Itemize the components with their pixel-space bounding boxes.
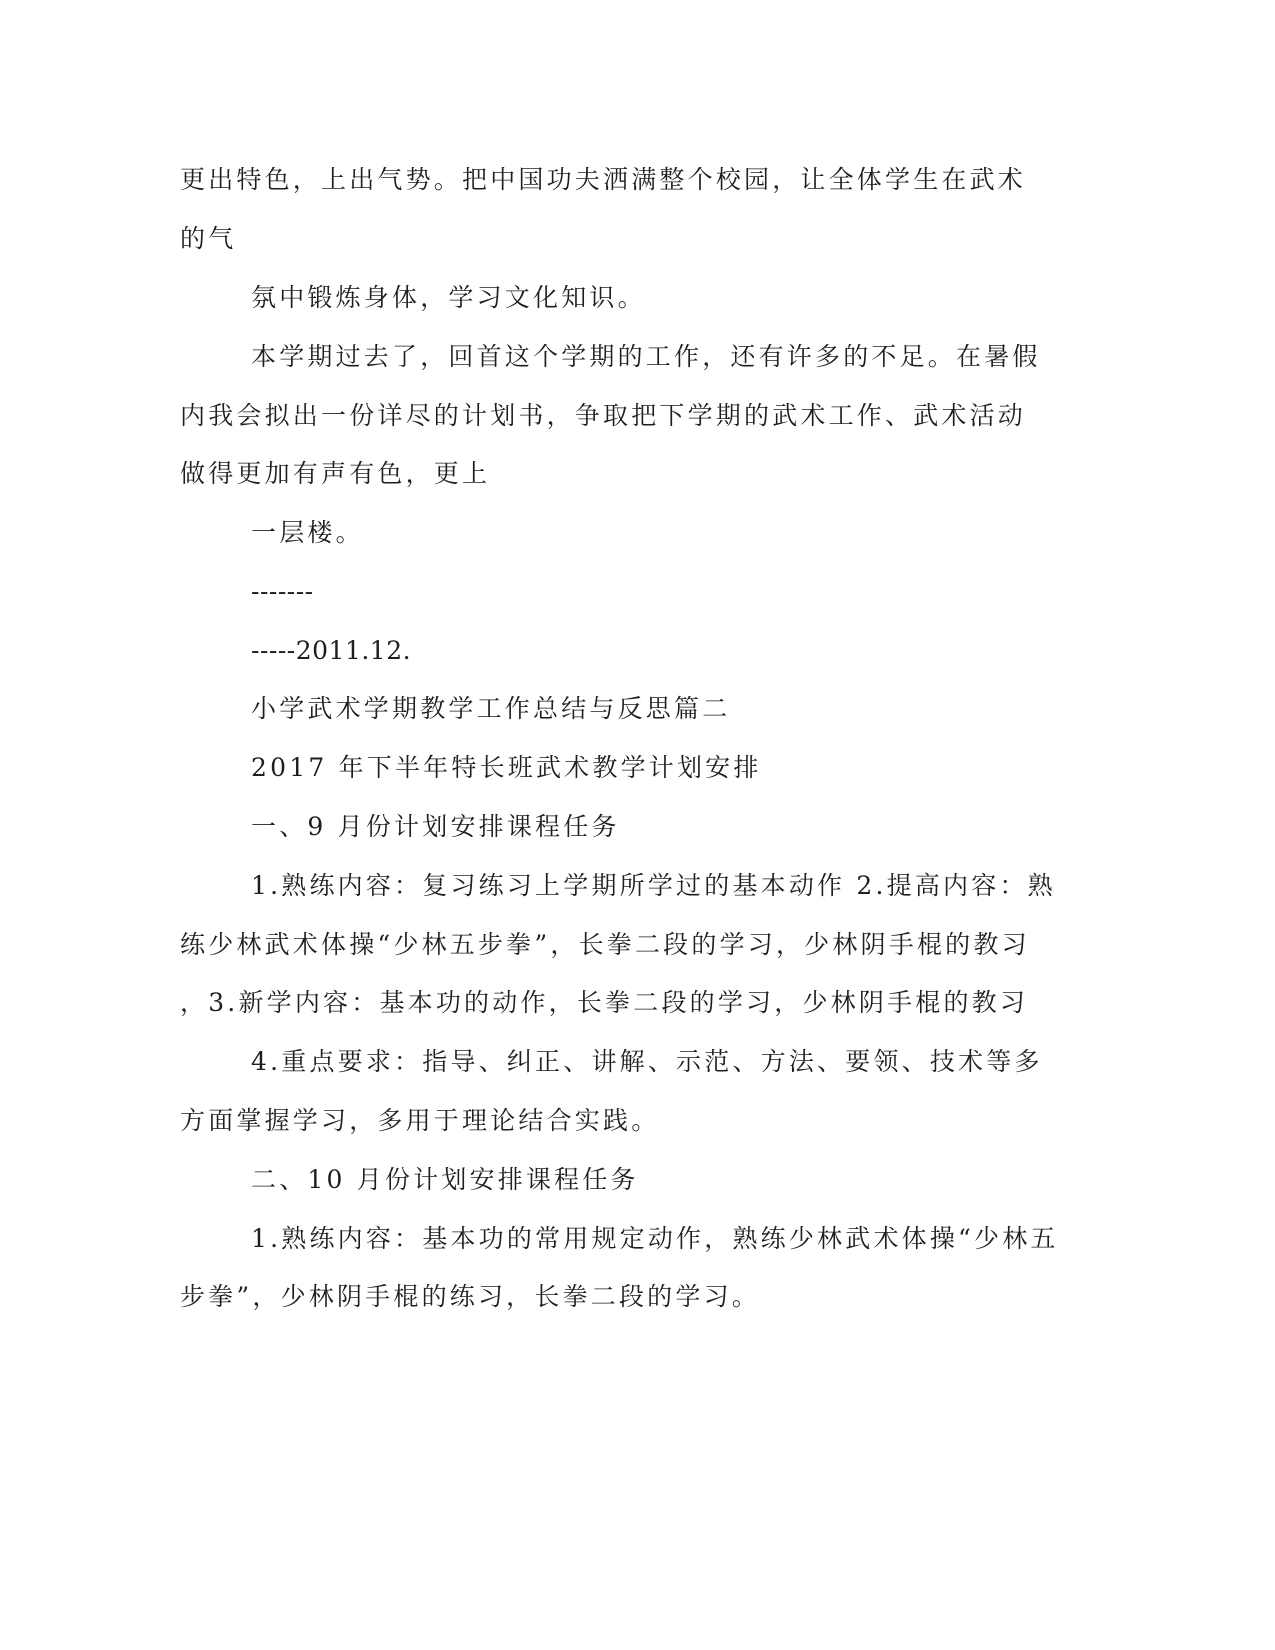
text-line-1: 更出特色，上出气势。把中国功夫洒满整个校园，让全体学生在武术	[180, 165, 1027, 194]
text-line-2: 的气	[180, 224, 237, 253]
text-line-19: 1.熟练内容：基本功的常用规定动作，熟练少林武术体操“少林五	[251, 1224, 1059, 1253]
text-line-5: 内我会拟出一份详尽的计划书，争取把下学期的武术工作、武术活动	[180, 401, 1027, 430]
text-line-16: 4.重点要求：指导、纠正、讲解、示范、方法、要领、技术等多	[251, 1047, 1043, 1076]
text-line-15: ，3.新学内容：基本功的动作，长拳二段的学习，少林阴手棍的教习	[180, 988, 1029, 1017]
text-line-3: 氛中锻炼身体，学习文化知识。	[251, 283, 646, 312]
text-line-8: -------	[251, 577, 314, 606]
text-line-17: 方面掌握学习，多用于理论结合实践。	[180, 1106, 660, 1135]
text-line-4: 本学期过去了，回首这个学期的工作，还有许多的不足。在暑假	[251, 342, 1041, 371]
october-heading: 二、10 月份计划安排课程任务	[251, 1165, 639, 1194]
section-heading: 小学武术学期教学工作总结与反思篇二	[251, 694, 731, 723]
september-heading: 一、9 月份计划安排课程任务	[251, 812, 620, 841]
text-line-9: -----2011.12.	[251, 636, 412, 665]
text-line-13: 1.熟练内容：复习练习上学期所学过的基本动作 2.提高内容：熟	[251, 871, 1056, 900]
plan-title: 2017 年下半年特长班武术教学计划安排	[251, 753, 762, 782]
text-line-7: 一层楼。	[251, 518, 364, 547]
text-line-14: 练少林武术体操“少林五步拳”，长拳二段的学习，少林阴手棍的教习	[180, 930, 1030, 959]
text-line-20: 步拳”，少林阴手棍的练习，长拳二段的学习。	[180, 1282, 760, 1311]
text-line-6: 做得更加有声有色，更上	[180, 459, 491, 488]
